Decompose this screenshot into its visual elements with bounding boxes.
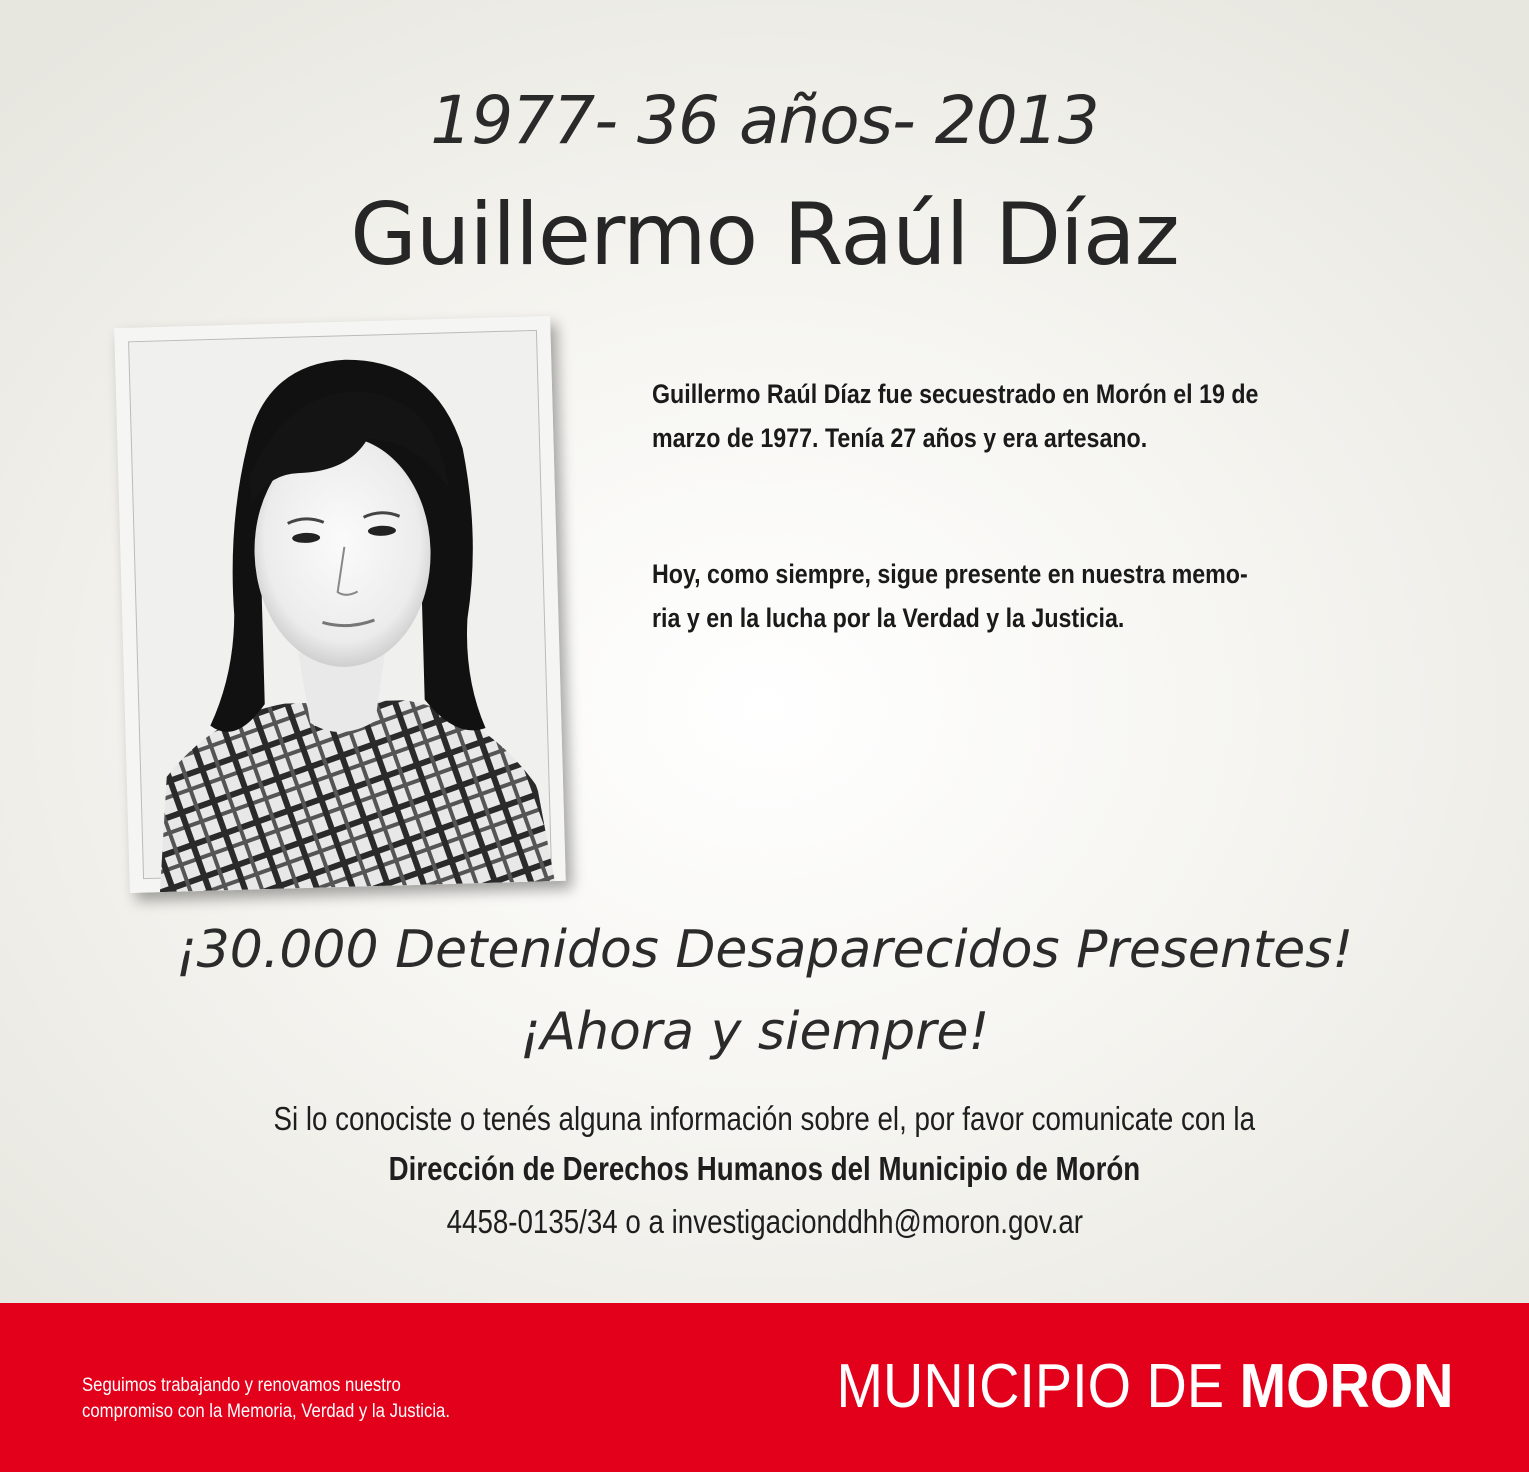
footer-tagline <box>82 1373 450 1425</box>
contact-office <box>0 1150 1529 1188</box>
slogan-line-2: ¡Ahora y siempre! <box>519 1002 990 1062</box>
portrait-photo <box>114 316 566 893</box>
bio-line: marzo de 1977. Tenía 27 años y era artesano. <box>652 423 1148 453</box>
person-name-heading: Guillermo Raúl Díaz <box>350 185 1179 285</box>
tagline-line: Seguimos trabajando y renovamos nuestro <box>82 1375 401 1396</box>
bio-paragraph-2 <box>652 552 1288 640</box>
brand-light-text: MUNICIPIO DE <box>836 1352 1224 1421</box>
bio-line: ria y en la lucha por la Verdad y la Justicia. <box>652 603 1125 633</box>
bio-line: Hoy, como siempre, sigue presente en nuestra memo- <box>652 559 1248 589</box>
brand-bold-text: MORON <box>1239 1352 1453 1421</box>
bio-paragraph-1 <box>652 372 1288 460</box>
years-heading: 1977- 36 años- 2013 <box>430 82 1099 159</box>
tagline-line: compromiso con la Memoria, Verdad y la Justicia. <box>82 1401 450 1422</box>
contact-intro-text: Si lo conociste o tenés alguna información sobre el, por favor comunicate con la <box>273 1100 1256 1137</box>
slogan-line-1: ¡30.000 Detenidos Desaparecidos Presentes! <box>175 920 1354 980</box>
footer-bar <box>0 1303 1529 1472</box>
contact-details-text: 4458-0135/34 o a investigacionddhh@moron.gov.ar <box>446 1203 1083 1240</box>
bio-line: Guillermo Raúl Díaz fue secuestrado en Morón el 19 de <box>652 379 1259 409</box>
contact-details <box>0 1203 1529 1241</box>
contact-intro <box>0 1100 1529 1138</box>
municipio-logo <box>836 1351 1453 1422</box>
contact-office-text: Dirección de Derechos Humanos del Municipio de Morón <box>388 1150 1141 1187</box>
